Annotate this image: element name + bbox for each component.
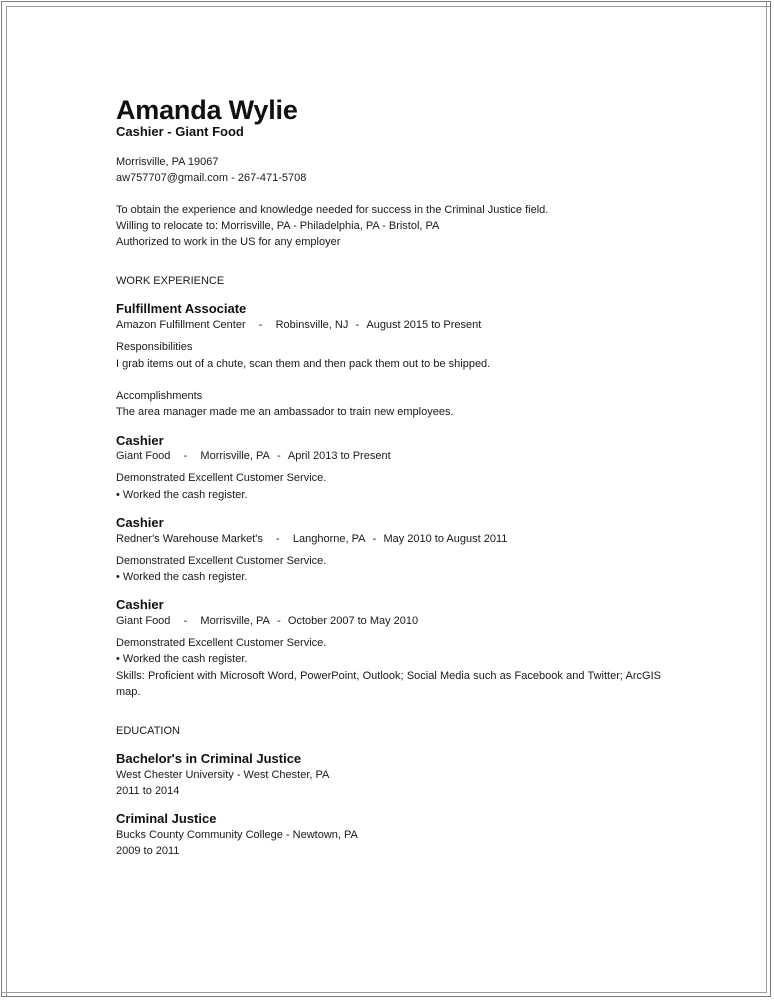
- separator: -: [183, 450, 188, 462]
- candidate-contact: aw757707@gmail.com - 267-471-5708: [116, 172, 307, 184]
- job-title: Fulfillment Associate: [116, 301, 247, 316]
- job-description: Demonstrated Excellent Customer Service.: [116, 637, 327, 649]
- job-meta: [116, 319, 481, 331]
- separator: -: [276, 533, 280, 545]
- authorization-text: Authorized to work in the US for any employer: [116, 236, 341, 248]
- accomplishments-text: The area manager made me an ambassador to train new employees.: [116, 406, 454, 418]
- candidate-location: Morrisville, PA 19067: [116, 156, 219, 168]
- job-company: Redner's Warehouse Market's: [116, 533, 263, 545]
- job-meta: [116, 533, 507, 545]
- job-location: Langhorne, PA: [292, 533, 366, 545]
- separator: -: [372, 533, 377, 545]
- objective-text: To obtain the experience and knowledge needed for success in the Criminal Justice field.: [116, 204, 549, 216]
- separator: -: [355, 319, 360, 331]
- job-company: Giant Food: [116, 450, 171, 462]
- job-company: Amazon Fulfillment Center: [116, 319, 246, 331]
- section-heading-education: EDUCATION: [116, 725, 180, 737]
- education-school: West Chester University - West Chester, PA: [116, 769, 330, 781]
- job-location: Morrisville, PA: [200, 450, 270, 462]
- job-title: Cashier: [116, 597, 164, 612]
- relocate-text: Willing to relocate to: Morrisville, PA - Philadelphia, PA - Bristol, PA: [116, 220, 440, 232]
- accomplishments-label: Accomplishments: [116, 390, 203, 402]
- job-description: Demonstrated Excellent Customer Service.: [116, 555, 327, 567]
- candidate-headline: Cashier - Giant Food: [116, 124, 244, 139]
- responsibilities-text: I grab items out of a chute, scan them and then pack them out to be shipped.: [116, 358, 491, 370]
- skills-text: Skills: Proficient with Microsoft Word, PowerPoint, Outlook; Social Media such as Facebook and Twitter; ArcGIS map.: [116, 670, 661, 698]
- section-heading-work-experience: WORK EXPERIENCE: [116, 275, 225, 287]
- job-meta: [116, 615, 418, 627]
- separator: -: [277, 450, 281, 462]
- separator: -: [258, 319, 263, 331]
- separator: -: [277, 615, 281, 627]
- job-company: Giant Food: [116, 615, 171, 627]
- job-meta: [116, 450, 391, 462]
- responsibilities-label: Responsibilities: [116, 341, 193, 353]
- job-dates: May 2010 to August 2011: [383, 533, 508, 545]
- job-bullet: • Worked the cash register.: [116, 571, 248, 583]
- education-degree: Criminal Justice: [116, 811, 217, 826]
- education-dates: 2011 to 2014: [116, 785, 180, 797]
- job-description: Demonstrated Excellent Customer Service.: [116, 472, 327, 484]
- job-dates: October 2007 to May 2010: [287, 615, 419, 627]
- job-title: Cashier: [116, 515, 164, 530]
- job-title: Cashier: [116, 433, 164, 448]
- job-location: Morrisville, PA: [200, 615, 270, 627]
- candidate-name: Amanda Wylie: [116, 95, 298, 125]
- job-dates: April 2013 to Present: [287, 450, 391, 462]
- job-bullet: • Worked the cash register.: [116, 653, 248, 665]
- job-location: Robinsville, NJ: [275, 319, 349, 331]
- education-school: Bucks County Community College - Newtown, PA: [116, 829, 358, 841]
- education-degree: Bachelor's in Criminal Justice: [116, 751, 302, 766]
- education-dates: 2009 to 2011: [116, 845, 180, 857]
- job-dates: August 2015 to Present: [366, 319, 482, 331]
- job-bullet: • Worked the cash register.: [116, 489, 248, 501]
- separator: -: [183, 615, 188, 627]
